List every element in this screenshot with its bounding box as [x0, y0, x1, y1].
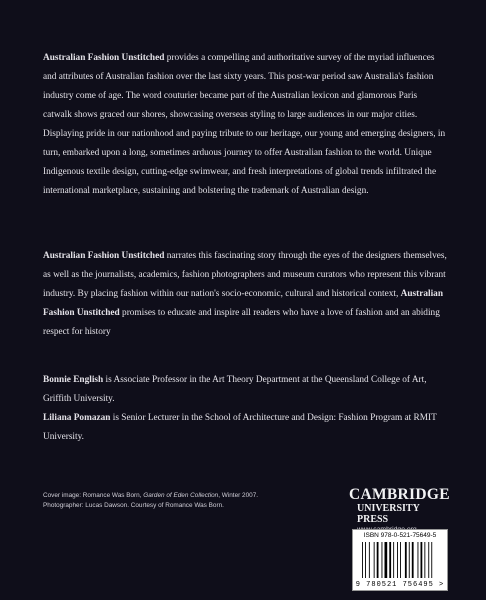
- author-bio-text: is Associate Professor in the Art Theory Department at the Queensland College of Art, Griffith University.: [43, 375, 427, 404]
- isbn-barcode: [352, 529, 448, 591]
- description-paragraph-2: [43, 247, 448, 342]
- barcode-number: 9 780521 756495 >: [355, 581, 445, 589]
- description-paragraph-1: [43, 49, 448, 201]
- publisher-subname: UNIVERSITY PRESS: [357, 503, 420, 525]
- book-title: Australian Fashion Unstitched: [43, 251, 165, 261]
- isbn-label: ISBN 978-0-521-75649-5: [363, 532, 437, 539]
- collection-name: Garden of Eden Collection: [143, 492, 219, 499]
- author-name: Bonnie English: [43, 375, 104, 385]
- cover-image-credit: Cover image: Romance Was Born, Garden of Eden Collection, Winter 2007. Photographer: Lucas Dawson. Courtesy of Romance Was Born.: [43, 492, 259, 509]
- author-bio: [43, 371, 448, 409]
- paragraph-text: promises to educate and inspire all readers who have a love of fashion and an abiding respect for history: [43, 308, 440, 337]
- book-title: Australian Fashion Unstitched: [43, 53, 165, 63]
- book-title: Australian Fashion Unstitched: [43, 289, 443, 318]
- paragraph-text: narrates this fascinating story through the eyes of the designers themselves, as well as the journalists, academics, fashion photographers and museum curators who represent this vibrant industry. By placing fashion within our nation's socio-economic, cultural and historical context,: [43, 251, 447, 299]
- barcode-icon: [361, 542, 443, 578]
- author-name: Liliana Pomazan: [43, 413, 111, 423]
- author-bio: [43, 409, 448, 447]
- author-bio-text: is Senior Lecturer in the School of Architecture and Design: Fashion Program at RMIT University.: [43, 413, 437, 442]
- publisher-logo: [349, 487, 449, 535]
- paragraph-text: provides a compelling and authoritative survey of the myriad influences and attributes of Australian fashion over the last sixty years. This post-war period saw Australia's fashion industry come of age. The word couturier became part of the Australian lexicon and glamorous Paris catwalk shows graced our shores, showcasing overseas styling to large audiences in our major cities. Displaying pride in our nationhood and paying tribute to our heritage, our young and emerging designers, in turn, embarked upon a long, sometimes arduous journey to offer Australian fashion to the world. Unique Indigenous textile design, cutting-edge swimwear, and fresh interpretations of global trends infiltrated the international marketplace, sustaining and bolstering the trademark of Australian design.: [43, 53, 446, 196]
- author-bios: [43, 371, 448, 447]
- publisher-name: CAMBRIDGE: [349, 486, 450, 503]
